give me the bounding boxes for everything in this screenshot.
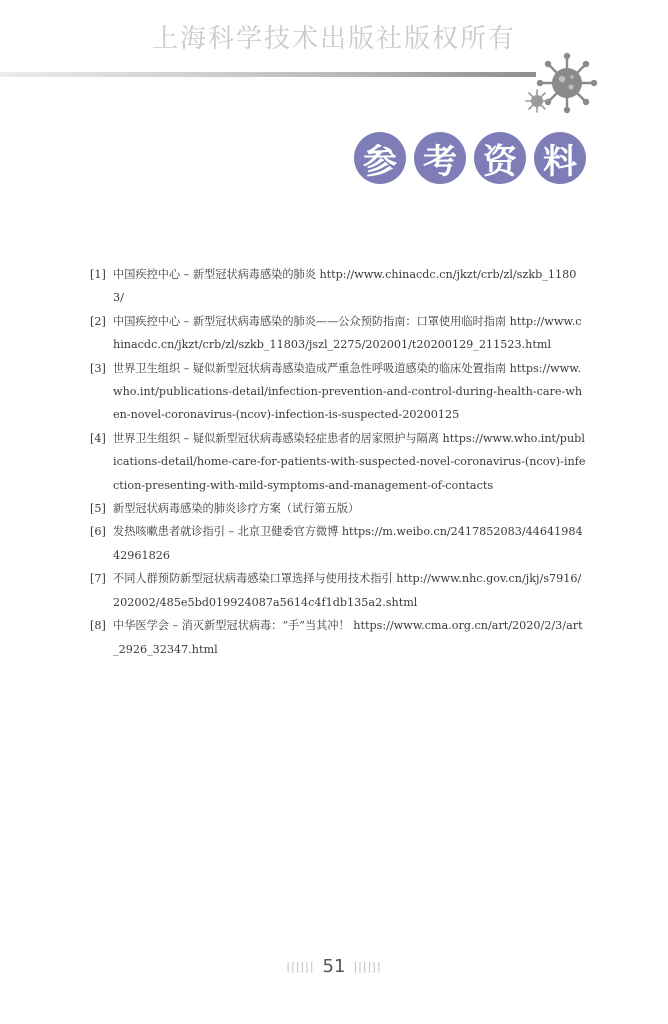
reference-item (90, 263, 586, 310)
page-footer (0, 956, 668, 977)
reference-item (90, 520, 586, 567)
reference-number: [1] (90, 268, 106, 281)
reference-item (90, 614, 586, 661)
footer-decoration-right: |||||| (353, 960, 382, 973)
copyright-watermark: 上海科学技术出版社版权所有 (151, 24, 516, 54)
header-rule (0, 72, 536, 77)
reference-number: [2] (90, 314, 106, 328)
reference-number: [6] (90, 525, 106, 539)
small-virus-icon (524, 88, 550, 114)
footer-decoration-left: |||||| (286, 960, 315, 973)
reference-text: 世界卫生组织 – 疑似新型冠状病毒感染造成严重急性呼吸道感染的临床处置指南 https://www.who.int/publications-detail/infection-prevention-and-control-during-health-care-when-novel-coronavirus-(ncov)-infection-is-suspected-20200125 (113, 361, 583, 422)
title-char: 资 (474, 132, 526, 184)
reference-text: 中国疾控中心 – 新型冠状病毒感染的肺炎——公众预防指南：口罩使用临时指南 http://www.chinacdc.cn/jkzt/crb/zl/szkb_11803/jszl_2275/202001/t20200129_211523.html (113, 314, 582, 352)
title-char: 考 (414, 132, 466, 184)
reference-item (90, 567, 586, 614)
title-char: 料 (534, 132, 586, 184)
reference-item (90, 310, 586, 357)
reference-text: 不同人群预防新型冠状病毒感染口罩选择与使用技术指引 http://www.nhc.gov.cn/jkj/s7916/202002/485e5bd019924087a5614c4f1db135a2.shtml (113, 572, 582, 609)
reference-item (90, 497, 586, 520)
reference-number: [5] (90, 502, 106, 516)
reference-text: 新型冠状病毒感染的肺炎诊疗方案（试行第五版） (113, 502, 360, 516)
reference-list (90, 263, 586, 661)
reference-number: [3] (90, 361, 106, 375)
reference-text: 世界卫生组织 – 疑似新型冠状病毒感染轻症患者的居家照护与隔离 https://www.who.int/publications-detail/home-care-for-patients-with-suspected-novel-coronavirus-(ncov)-infection-presenting-with-mild-symptoms-and-management-of-contacts (113, 431, 586, 492)
reference-number: [7] (90, 572, 106, 586)
title-char: 参 (354, 132, 406, 184)
section-title (354, 132, 586, 184)
reference-item (90, 427, 586, 497)
reference-text: 中国疾控中心 – 新型冠状病毒感染的肺炎 http://www.chinacdc.cn/jkzt/crb/zl/szkb_11803/ (113, 268, 577, 305)
reference-number: [8] (90, 619, 106, 633)
reference-text: 发热咳嗽患者就诊指引 – 北京卫健委官方微博 https://m.weibo.cn/2417852083/4464198442961826 (113, 525, 583, 562)
reference-number: [4] (90, 431, 106, 445)
reference-text: 中华医学会 – 消灭新型冠状病毒：“手”当其冲！ https://www.cma.org.cn/art/2020/2/3/art_2926_32347.html (113, 619, 583, 656)
page-number: 51 (322, 956, 346, 977)
reference-item (90, 357, 586, 427)
